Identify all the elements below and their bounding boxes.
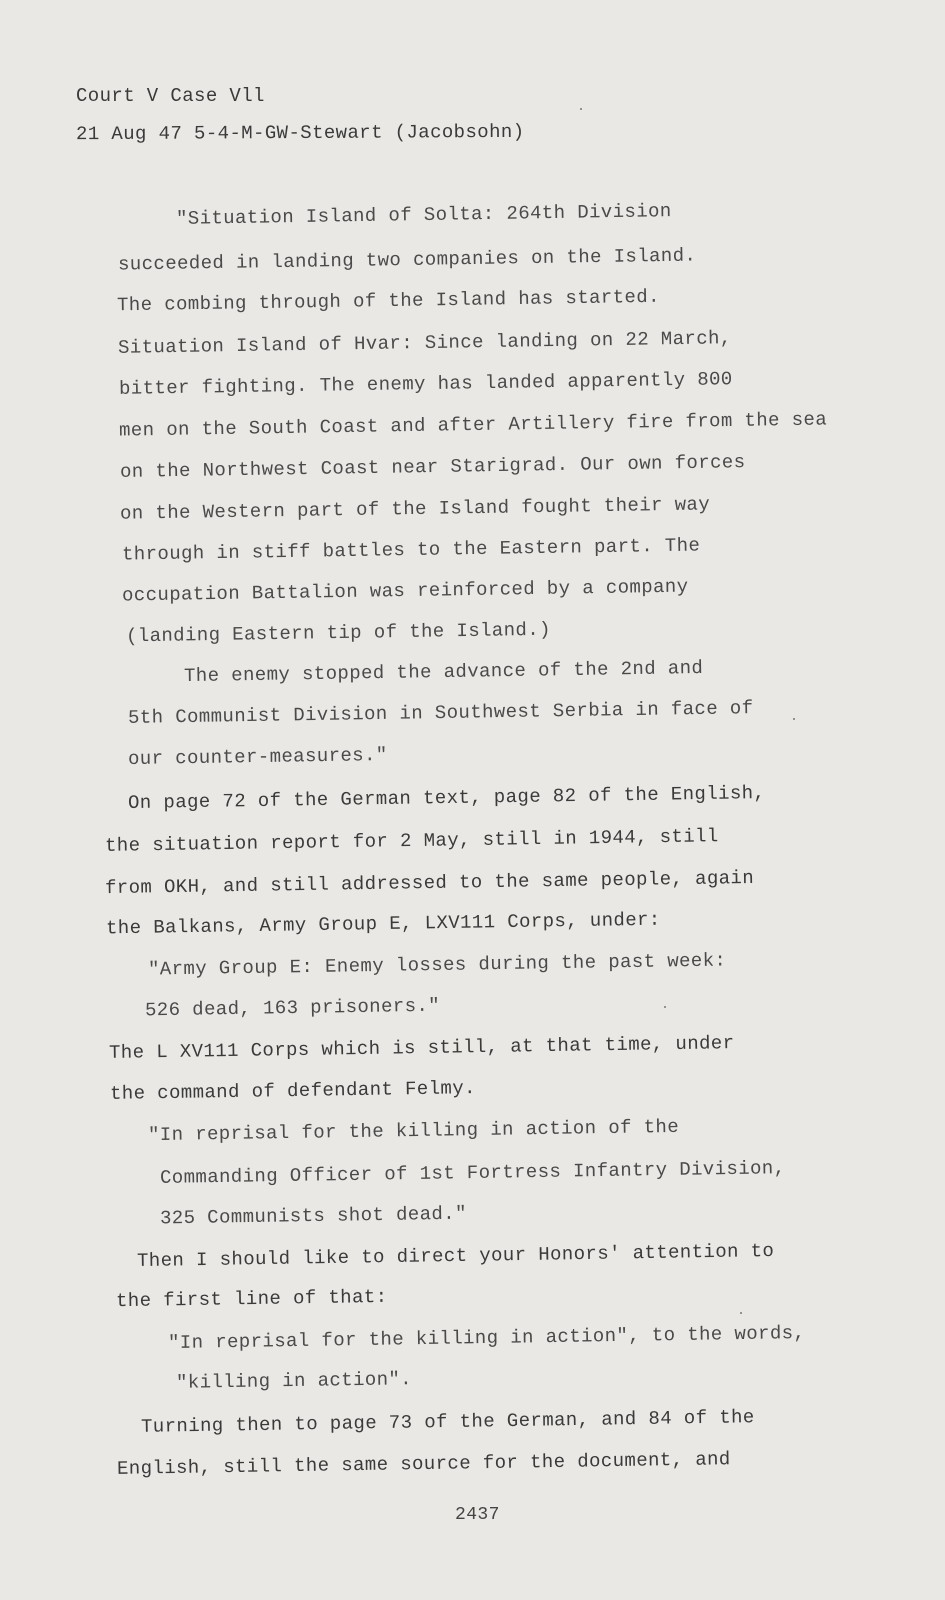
text-line: Then I should like to direct your Honors' attention to <box>136 1239 775 1273</box>
header-court-case: Court V Case Vll <box>76 85 265 107</box>
text-line: succeeded in landing two companies on the Island. <box>117 244 697 276</box>
text-line: Situation Island of Hvar: Since landing on 22 March, <box>117 327 732 359</box>
text-line: the situation report for 2 May, still in 1944, still <box>104 825 719 857</box>
text-line: 325 Communists shot dead." <box>159 1202 468 1230</box>
text-line: "Army Group E: Enemy losses during the past week: <box>147 949 727 981</box>
text-line: The enemy stopped the advance of the 2nd and <box>183 656 704 688</box>
text-line: On page 72 of the German text, page 82 of the English, <box>127 781 766 815</box>
paper-speck <box>664 1006 666 1008</box>
text-line: (landing Eastern tip of the Island.) <box>125 618 552 648</box>
text-line: "Situation Island of Solta: 264th Division <box>175 200 672 230</box>
text-line: 5th Communist Division in Southwest Serbia in face of <box>127 697 754 729</box>
text-line: through in stiff battles to the Eastern part. The <box>121 534 701 566</box>
text-line: "killing in action". <box>175 1368 413 1394</box>
text-line: English, still the same source for the document, and <box>116 1448 731 1480</box>
paper-speck <box>793 718 795 720</box>
text-line: The combing through of the Island has started. <box>116 285 661 317</box>
text-line: The L XV111 Corps which is still, at that time, under <box>108 1032 735 1064</box>
text-line: the command of defendant Felmy. <box>109 1077 477 1105</box>
text-line: "In reprisal for the killing in action of the <box>147 1115 680 1147</box>
text-line: on the Northwest Coast near Starigrad. Our own forces <box>119 451 746 483</box>
text-line: bitter fighting. The enemy has landed apparently 800 <box>118 368 733 400</box>
text-line: the first line of that: <box>115 1285 388 1313</box>
page-number: 2437 <box>455 1505 500 1525</box>
text-line: Turning then to page 73 of the German, and 84 of the <box>140 1406 755 1438</box>
text-line: Commanding Officer of 1st Fortress Infantry Division, <box>159 1157 786 1189</box>
text-line: 526 dead, 163 prisoners." <box>144 994 441 1022</box>
text-line: our counter-measures." <box>127 743 388 771</box>
text-line: men on the South Coast and after Artillery fire from the sea <box>118 408 828 442</box>
paper-speck <box>740 1312 742 1314</box>
text-line: the Balkans, Army Group E, LXV111 Corps, under: <box>105 908 661 940</box>
text-line: on the Western part of the Island fought their way <box>119 493 711 525</box>
text-line: "In reprisal for the killing in action", to the words, <box>167 1321 806 1355</box>
text-line: from OKH, and still addressed to the same people, again <box>104 866 755 900</box>
text-line: occupation Battalion was reinforced by a company <box>121 575 689 607</box>
header-date-reporter: 21 Aug 47 5-4-M-GW-Stewart (Jacobsohn) <box>75 120 525 146</box>
paper-speck <box>580 108 582 110</box>
